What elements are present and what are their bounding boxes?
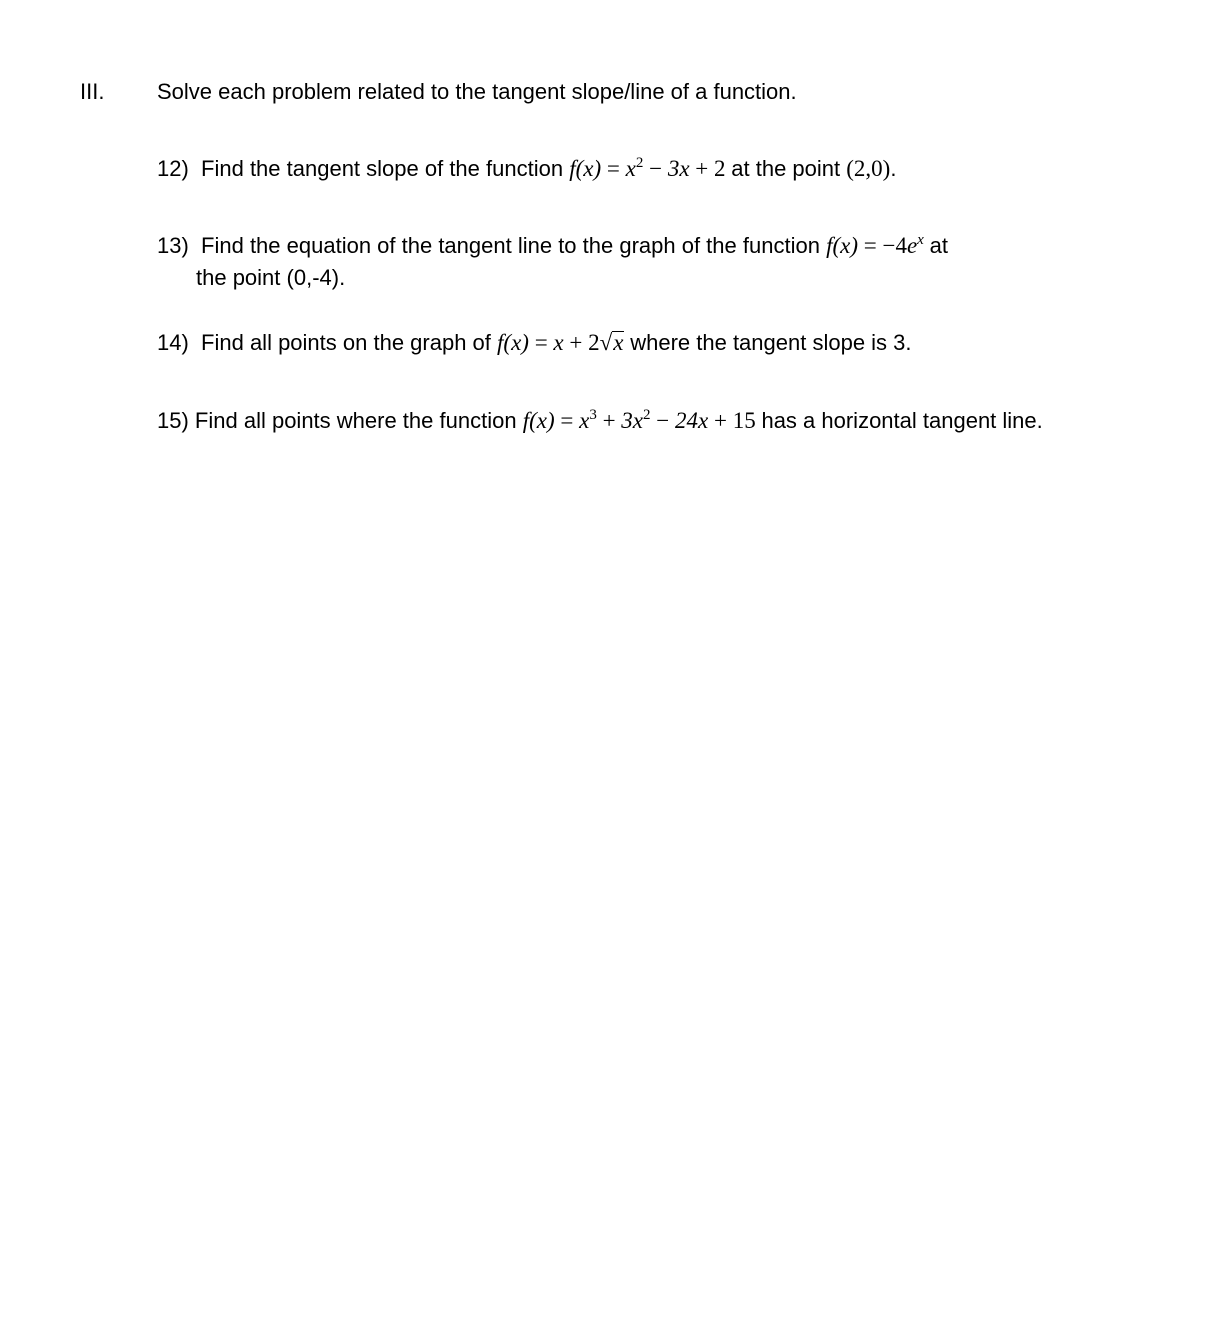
operator: +	[569, 330, 583, 355]
operator: −	[656, 408, 670, 433]
term: x	[625, 156, 636, 181]
section-numeral-text: III.	[80, 79, 105, 104]
problem-12	[157, 154, 896, 184]
operator: −	[649, 156, 663, 181]
problem-number: 12)	[157, 156, 189, 181]
term: 2	[714, 156, 726, 181]
period: .	[890, 156, 897, 181]
problem-text: Find all points on the graph of	[201, 330, 491, 355]
square-root	[600, 328, 625, 358]
math-expression	[497, 330, 630, 355]
function-lhs: f(x)	[497, 330, 529, 355]
exponent: 2	[635, 155, 644, 171]
function-lhs: f(x)	[826, 233, 858, 258]
exponent: x	[917, 232, 924, 248]
math-expression	[826, 233, 930, 258]
term: x	[579, 408, 590, 433]
math-expression	[523, 408, 762, 433]
operator: +	[602, 408, 616, 433]
term: 3x	[667, 156, 690, 181]
problem-text: Find the equation of the tangent line to the graph of the function	[201, 233, 820, 258]
problem-15	[157, 406, 1043, 436]
radical-sign: √	[599, 330, 613, 355]
section-numeral	[80, 77, 104, 107]
problem-number: 15)	[157, 408, 189, 433]
equals-sign: =	[863, 233, 877, 258]
problem-number: 13)	[157, 233, 189, 258]
equals-sign: =	[606, 156, 620, 181]
section-instruction	[157, 77, 797, 107]
problem-text: has a horizontal tangent line.	[761, 408, 1043, 433]
exponent: 3	[589, 407, 597, 423]
term: 15	[732, 408, 756, 433]
coefficient: −4	[882, 233, 907, 258]
function-lhs: f(x)	[569, 156, 602, 181]
problem-number: 14)	[157, 330, 189, 355]
equals-sign: =	[560, 408, 574, 433]
operator: +	[695, 156, 709, 181]
term: x	[553, 330, 564, 355]
exponent: 2	[643, 407, 651, 423]
problem-text: where the tangent slope is 3.	[630, 330, 912, 355]
problem-13	[157, 231, 948, 261]
math-expression	[569, 156, 731, 181]
coefficient: 2	[588, 330, 600, 355]
problem-text: Find all points where the function	[194, 408, 517, 433]
problem-text: at	[929, 233, 948, 258]
equals-sign: =	[534, 330, 548, 355]
point-coordinates: (2,0)	[846, 156, 891, 181]
problem-13-continuation	[196, 263, 345, 293]
radicand: x	[613, 330, 624, 355]
operator: +	[713, 408, 727, 433]
base: e	[906, 233, 918, 258]
problem-text: at the point	[731, 156, 841, 181]
function-lhs: f(x)	[522, 408, 555, 433]
term: 24x	[675, 408, 709, 433]
problem-text: Find the tangent slope of the function	[201, 156, 564, 181]
problem-14	[157, 328, 912, 358]
problem-text: the point (0,-4).	[196, 265, 346, 290]
section-instruction-text: Solve each problem related to the tangent slope/line of a function.	[157, 79, 797, 104]
term: 3x	[621, 408, 644, 433]
